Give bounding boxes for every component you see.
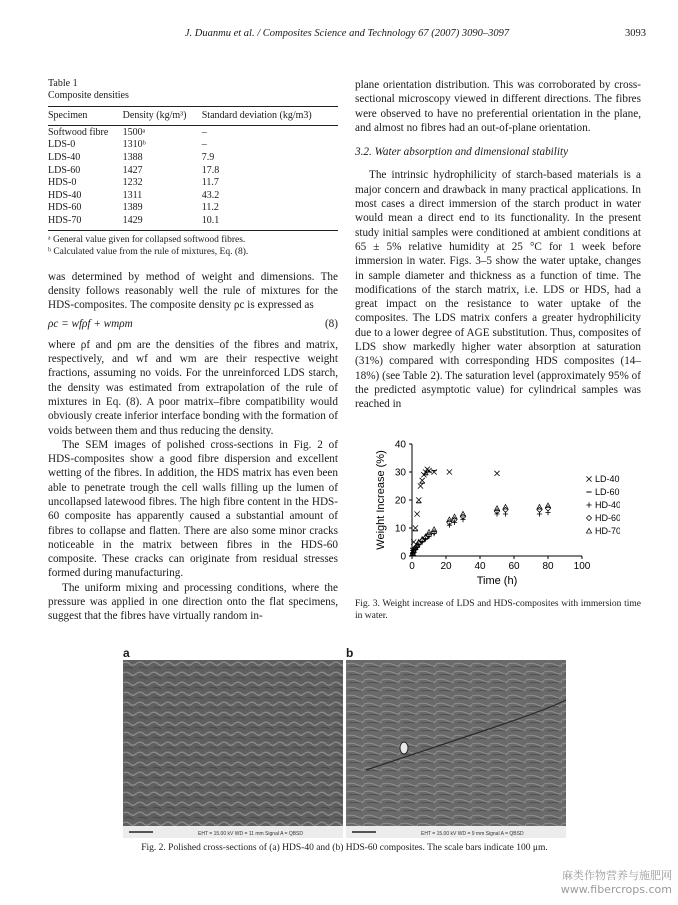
footnote-b: ᵇ Calculated value from the rule of mixtures, Eq. (8). bbox=[48, 246, 249, 257]
table-cell: 10.1 bbox=[202, 214, 338, 230]
table-cell: HDS-60 bbox=[48, 202, 82, 214]
legend-label: LD-60 bbox=[595, 487, 620, 497]
legend-label: HD-70 bbox=[595, 526, 620, 536]
x-tick-label: 0 bbox=[409, 561, 415, 572]
weight-increase-plot bbox=[370, 432, 620, 602]
table-cell: Softwood fibre bbox=[48, 126, 109, 138]
data-point-ld-40 bbox=[415, 511, 420, 516]
data-point-ld-40 bbox=[420, 478, 425, 483]
watermark bbox=[561, 869, 672, 897]
micrograph-texture bbox=[123, 660, 343, 838]
legend-marker-hd-40 bbox=[586, 502, 591, 507]
legend-marker-hd-70 bbox=[586, 528, 591, 533]
table-row bbox=[48, 126, 338, 139]
data-point-ld-40 bbox=[494, 471, 499, 476]
watermark-cn: 麻类作物营养与施肥网 bbox=[562, 869, 672, 882]
table-cell: LDS-0 bbox=[48, 139, 76, 151]
table-cell: – bbox=[201, 126, 207, 138]
paragraph: where ρf and ρm are the densities of the fibres and matrix, respectively, and wf and wm are their respective weight fractions, assuming no voids. For the unreinforced LDS starch, the density was estimated from extrapolation of the rule of mixtures in Eq. (8). A poor matrix–fibre compatibility would obviously create inferior interface bonding with the formation of voids between them and thus reducing the density. bbox=[48, 338, 338, 437]
x-tick-label: 60 bbox=[508, 561, 520, 572]
table-cell: – bbox=[201, 139, 207, 151]
data-point-ld-40 bbox=[413, 525, 418, 530]
paragraph: The uniform mixing and processing conditions, where the pressure was applied in one direction onto the flat specimens, suggest that the fibres have virtually random in- bbox=[48, 581, 338, 623]
left-column bbox=[48, 78, 338, 624]
equation-8 bbox=[48, 317, 338, 331]
data-point-ld-40 bbox=[447, 469, 452, 474]
table-cell: HDS-70 bbox=[48, 214, 123, 230]
sem-image-hds-60 bbox=[346, 660, 566, 838]
x-tick-label: 40 bbox=[474, 561, 486, 572]
table-header-row bbox=[48, 107, 338, 126]
sem-info-b: EHT = 15.00 kV WD = 9 mm Signal A = QBSD bbox=[421, 831, 524, 837]
y-tick-label: 30 bbox=[394, 467, 406, 479]
page-number: 3093 bbox=[625, 28, 646, 39]
table-1-caption bbox=[48, 78, 338, 102]
equation-body: ρc = wfρf + wmρm bbox=[48, 318, 133, 331]
table-row bbox=[48, 202, 338, 215]
sem-image-hds-40 bbox=[123, 660, 343, 838]
column-header: Density (kg/m³) bbox=[123, 107, 202, 126]
legend-marker-hd-60 bbox=[586, 515, 591, 520]
x-tick-label: 80 bbox=[542, 561, 554, 572]
data-point-ld-40 bbox=[418, 483, 423, 488]
table-row bbox=[48, 177, 338, 190]
legend-label: HD-60 bbox=[595, 513, 620, 523]
table-1 bbox=[48, 106, 338, 231]
table-1-title: Composite densities bbox=[48, 90, 129, 101]
table-cell: 1500ᵃ bbox=[122, 126, 146, 138]
table-cell: 1310ᵇ bbox=[122, 139, 146, 151]
x-tick-label: 100 bbox=[573, 561, 591, 572]
running-header bbox=[48, 28, 646, 44]
fig-2-caption: Fig. 2. Polished cross-sections of (a) HDS-40 and (b) HDS-60 composites. The scale bars indicate 100 μm. bbox=[141, 843, 548, 853]
fig-2a-label: a bbox=[123, 646, 130, 660]
fig-3-chart bbox=[370, 432, 620, 602]
table-row bbox=[48, 164, 338, 177]
equation-number: (8) bbox=[324, 318, 338, 331]
legend-marker-ld-40 bbox=[586, 476, 591, 481]
table-cell: 11.2 bbox=[201, 202, 219, 214]
footnote-a: ᵃ General value given for collapsed softwood fibres. bbox=[48, 234, 246, 245]
paragraph: plane orientation distribution. This was corroborated by cross-sectional microscopy viewed in different directions. The fibres were observed to have no preferential orientation in the plane, and almost no fibres had an out-of-plane orientation. bbox=[355, 79, 641, 134]
table-cell: 11.7 bbox=[201, 177, 219, 189]
table-cell: 17.8 bbox=[201, 164, 220, 176]
x-tick-label: 20 bbox=[440, 561, 452, 572]
table-cell: LDS-60 bbox=[48, 164, 81, 176]
table-footnotes bbox=[48, 234, 338, 258]
y-tick-label: 40 bbox=[394, 439, 406, 451]
y-tick-label: 20 bbox=[394, 495, 406, 507]
micrograph-texture bbox=[346, 660, 566, 838]
fig-3-caption: Fig. 3. Weight increase of LDS and HDS-composites with immersion time in water. bbox=[355, 599, 641, 621]
section-heading: 3.2. Water absorption and dimensional stability bbox=[355, 146, 569, 159]
table-row bbox=[48, 214, 338, 230]
table-cell: LDS-40 bbox=[48, 151, 81, 163]
legend-label: LD-40 bbox=[595, 474, 620, 484]
table-row bbox=[48, 151, 338, 164]
y-tick-label: 0 bbox=[400, 551, 406, 563]
table-cell: 1311 bbox=[122, 189, 143, 201]
table-row bbox=[48, 139, 338, 152]
paragraph: The SEM images of polished cross-sections in Fig. 2 of HDS-composites show a good fibre dispersion and excellent wetting of the fibres. In addition, the HDS matrix has even been able to penetrate trough the cell walls filling up the lumen of uncollapsed latewood fibres. The high fibre content in the HDS-60 composite has apparently caused a substantial amount of fibres to collapse and flatten. There are also some minor cracks noticeable in the matrix between fibres in the HDS-60 composite. These cracks can originate from residual stresses formed during manufacturing. bbox=[48, 438, 338, 580]
fig-2b-label: b bbox=[346, 646, 354, 660]
watermark-url: www.fibercrops.com bbox=[560, 883, 672, 896]
table-body bbox=[48, 126, 338, 230]
table-1-label: Table 1 bbox=[48, 78, 78, 89]
table-cell: 1389 bbox=[122, 202, 143, 214]
column-header: Specimen bbox=[48, 107, 123, 126]
right-column bbox=[355, 78, 641, 412]
table-cell: 7.9 bbox=[201, 151, 215, 163]
column-header: Standard deviation (kg/m3) bbox=[202, 107, 338, 126]
table-cell: 1388 bbox=[122, 151, 143, 163]
table-cell: 43.2 bbox=[201, 189, 220, 201]
paragraph: was determined by method of weight and dimensions. The density follows reasonably well the rule of mixtures for the HDS-composites. The composite density ρc is expressed as bbox=[48, 270, 338, 312]
table-cell: HDS-0 bbox=[48, 177, 77, 189]
legend-label: HD-40 bbox=[595, 500, 620, 510]
table-cell: 1429 bbox=[123, 214, 202, 230]
x-axis-label: Time (h) bbox=[476, 575, 518, 587]
sem-info-a: EHT = 15.00 kV WD = 11 mm Signal A = QBSD bbox=[198, 831, 303, 837]
y-axis-label: Weight Increase (%) bbox=[375, 450, 387, 550]
y-tick-label: 10 bbox=[394, 523, 406, 535]
paragraph: The intrinsic hydrophilicity of starch-based materials is a major concern and drawback in many practical applications. In most cases a direct immersion of the starch product in water would mean a direct end to its functionality. In the present study initial samples were conditioned at ambient conditions at 65 ± 5% relative humidity at 25 °C for 1 week before immersion in water. Figs. 3–5 show the water uptake, changes in sample diameter and thickness as a function of time. The modifications of the starch matrix, i.e. LDS or HDS, had a great impact on the resistance to water uptake of the composites. The LDS matrix confers a greater hydrophilicity due to a lower degree of AGE substitution. Thus, composites of LDS show markedly higher water absorption at saturation (31%) compared with corresponding HDS composites (14–18%) (see Table 2). The saturation level (approximately 95% of the predicted asymptotic value) for cylindrical samples was reached in bbox=[355, 169, 641, 411]
table-row bbox=[48, 189, 338, 202]
table-cell: HDS-40 bbox=[48, 189, 82, 201]
data-point-ld-40 bbox=[416, 497, 421, 502]
table-cell: 1232 bbox=[122, 177, 143, 189]
table-cell: 1427 bbox=[122, 164, 143, 176]
journal-citation: J. Duanmu et al. / Composites Science and Technology 67 (2007) 3090–3097 bbox=[184, 28, 510, 39]
